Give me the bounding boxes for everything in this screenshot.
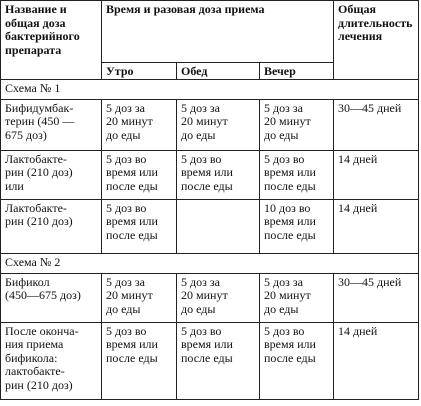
morning-dose: 5 доз во время или после еды — [106, 200, 158, 242]
morning-dose-cell — [102, 99, 177, 150]
header-evening-cell — [260, 63, 334, 80]
morning-dose: 5 доз за 20 минут до еды — [106, 100, 153, 142]
header-noon-cell — [177, 63, 260, 80]
evening-dose: 5 доз за 20 минут до еды — [264, 100, 311, 142]
duration: 14 дней — [338, 323, 378, 338]
morning-dose-cell — [102, 322, 177, 399]
evening-dose-cell — [260, 99, 334, 150]
duration: 30—45 дней — [338, 100, 402, 115]
duration: 14 дней — [338, 151, 378, 166]
evening-dose-cell — [260, 273, 334, 322]
noon-dose-cell — [177, 273, 260, 322]
morning-dose-cell — [102, 199, 177, 253]
header-duration-cell — [334, 1, 419, 80]
header-morning-cell — [102, 63, 177, 80]
evening-dose: 5 доз за 20 минут до еды — [264, 274, 311, 316]
morning-dose-cell — [102, 150, 177, 199]
scheme-row — [1, 79, 419, 99]
evening-dose: 10 доз во время или после еды — [264, 200, 316, 242]
noon-dose: 5 доз во время или после еды — [181, 151, 233, 193]
drug-name-cell — [1, 99, 102, 150]
scheme-row — [1, 253, 419, 273]
morning-dose: 5 доз за 20 минут до еды — [106, 274, 153, 316]
duration-cell — [334, 273, 419, 322]
morning-dose: 5 доз во время или после еды — [106, 323, 158, 365]
drug-name-cell — [1, 273, 102, 322]
drug-name: Бификол (450—675 доз) — [5, 274, 81, 302]
table-row — [1, 273, 419, 322]
evening-dose: 5 доз во время или после еды — [264, 151, 316, 193]
header-evening-label: Вечер — [264, 64, 296, 78]
evening-dose-cell — [260, 199, 334, 253]
evening-dose-cell — [260, 322, 334, 399]
drug-name: Бифидумбак- терин (450 — 675 доз) — [5, 100, 75, 142]
duration: 30—45 дней — [338, 274, 402, 289]
drug-name: Лактобакте- рин (210 доз) — [5, 200, 73, 228]
duration: 14 дней — [338, 200, 378, 215]
scheme-title: Схема № 1 — [5, 80, 61, 95]
header-noon-label: Обед — [181, 64, 208, 78]
duration-cell — [334, 322, 419, 399]
noon-dose-cell — [177, 150, 260, 199]
drug-name-cell — [1, 322, 102, 399]
drug-name-cell — [1, 150, 102, 199]
duration-cell — [334, 199, 419, 253]
header-time-dose-cell — [102, 1, 334, 63]
morning-dose-cell — [102, 273, 177, 322]
noon-dose: 5 доз во время или после еды — [181, 323, 233, 365]
header-duration-label: Общая длительность лечения — [338, 2, 413, 43]
morning-dose: 5 доз во время или после еды — [106, 151, 158, 193]
header-time-dose-label: Время и разовая доза приема — [106, 2, 265, 16]
noon-dose-cell — [177, 199, 260, 253]
scheme-title-cell — [1, 79, 419, 99]
evening-dose: 5 доз во время или после еды — [264, 323, 316, 365]
noon-dose: 5 доз за 20 минут до еды — [181, 100, 228, 142]
drug-name-cell — [1, 199, 102, 253]
evening-dose-cell — [260, 150, 334, 199]
noon-dose: 5 доз за 20 минут до еды — [181, 274, 228, 316]
drug-name: Лактобакте- рин (210 доз) или — [5, 151, 73, 193]
duration-cell — [334, 99, 419, 150]
table-row — [1, 99, 419, 150]
duration-cell — [334, 150, 419, 199]
scheme-title-cell — [1, 253, 419, 273]
header-name-label: Название и общая доза бактерийного препарата — [5, 2, 80, 57]
table-header-row — [1, 1, 419, 63]
drug-name: После оконча- ния приема бификола: лактобакте- рин (210 доз) — [5, 323, 79, 392]
table-row — [1, 322, 419, 399]
header-name-cell — [1, 1, 102, 80]
scheme-title: Схема № 2 — [5, 254, 61, 269]
header-morning-label: Утро — [106, 64, 134, 78]
noon-dose-cell — [177, 99, 260, 150]
table-row — [1, 150, 419, 199]
noon-dose-cell — [177, 322, 260, 399]
table-row — [1, 199, 419, 253]
